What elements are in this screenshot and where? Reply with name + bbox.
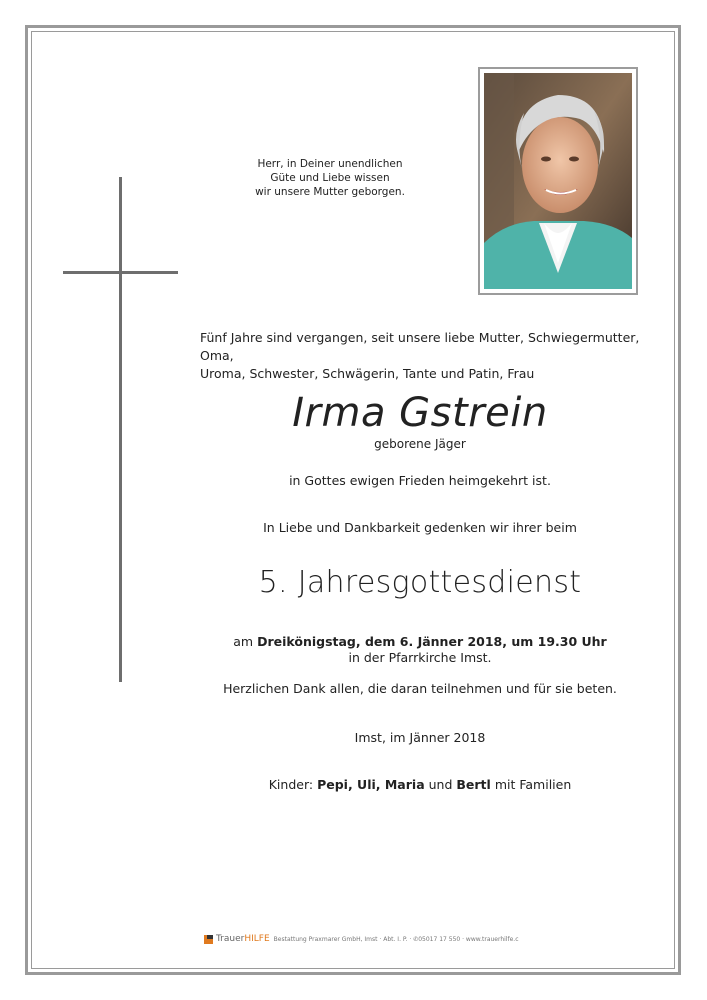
cross-horizontal-bar — [63, 271, 178, 274]
children-names-2: Bertl — [456, 777, 491, 792]
thanks-text: Herzlichen Dank allen, die daran teilnehmen und für sie beten. — [223, 681, 617, 696]
deceased-name: Irma Gstrein — [292, 390, 548, 436]
bible-quote — [200, 157, 460, 199]
children-prefix: Kinder: — [268, 777, 314, 792]
place-date: Imst, im Jänner 2018 — [354, 730, 486, 745]
children-line — [120, 777, 707, 792]
quote-line: Güte und Liebe wissen — [270, 172, 390, 184]
children-names-1: Pepi, Uli, Maria — [317, 777, 425, 792]
maiden-name: geborene Jäger — [374, 437, 466, 451]
returned-text: in Gottes ewigen Frieden heimgekehrt ist. — [289, 473, 551, 488]
service-title: 5. Jahresgottesdienst — [258, 565, 582, 600]
portrait-photo-frame — [478, 67, 638, 295]
portrait-photo — [484, 73, 632, 289]
quote-line: wir unsere Mutter geborgen. — [255, 186, 405, 198]
footer-brand-b: HILFE — [244, 934, 270, 944]
children-conjunction: und — [428, 777, 453, 792]
intro-text — [200, 329, 660, 383]
trauerhilfe-logo-icon — [204, 935, 213, 944]
footer-text: Bestattung Praxmarer GmbH, Imst · Abt. I. P. · ✆05017 17 550 · www.trauerhilfe.c — [273, 935, 519, 943]
children-suffix: mit Familien — [494, 777, 572, 792]
service-location: in der Pfarrkirche Imst. — [348, 650, 492, 665]
quote-line: Herr, in Deiner unendlichen — [257, 158, 403, 170]
service-date-bold: Dreikönigstag, dem 6. Jänner 2018, um 19.30 Uhr — [257, 634, 607, 649]
intro-line: Fünf Jahre sind vergangen, seit unsere liebe Mutter, Schwiegermutter, Oma, — [200, 330, 640, 363]
intro-line: Uroma, Schwester, Schwägerin, Tante und Patin, Frau — [200, 366, 535, 381]
remember-text: In Liebe und Dankbarkeit gedenken wir ihrer beim — [263, 520, 577, 535]
service-date-prefix: am — [233, 634, 254, 649]
footer-brand-a: Trauer — [216, 934, 245, 944]
footer — [204, 934, 519, 944]
service-date — [120, 633, 707, 650]
